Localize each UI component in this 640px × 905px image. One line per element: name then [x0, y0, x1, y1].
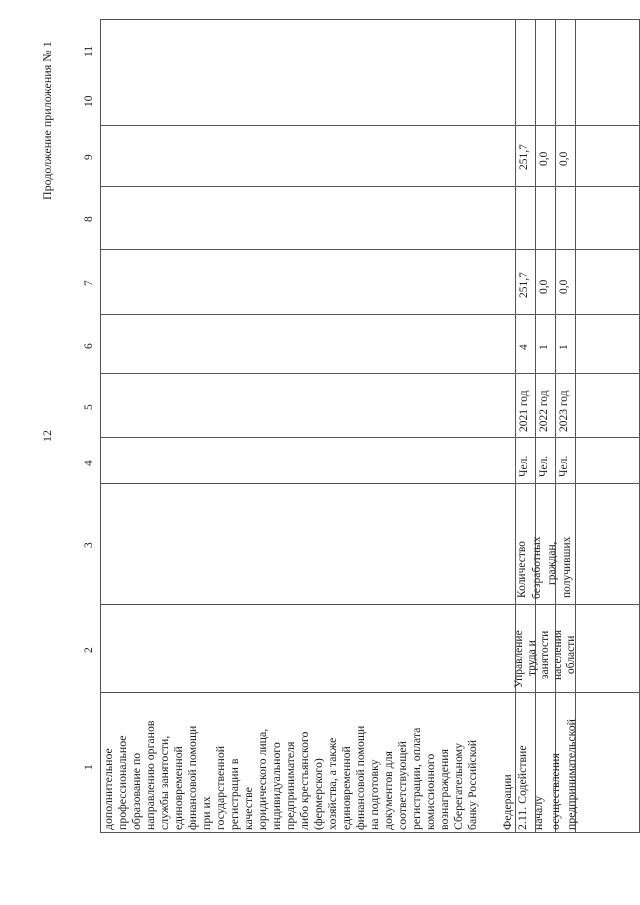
- col-num-1: 1: [83, 764, 95, 770]
- prev-line: юридического лица,: [255, 728, 269, 830]
- prev-line: единовременной: [339, 746, 353, 830]
- col7-2022: 0,0: [538, 279, 550, 294]
- row211-col2-line: области: [565, 635, 577, 674]
- col6-2022: 1: [538, 344, 550, 350]
- prev-line: комиссионного: [423, 753, 437, 830]
- prev-line: качестве: [241, 787, 255, 830]
- col7-2021: 251,7: [518, 272, 530, 298]
- row211-col2-line: труда и: [526, 640, 538, 676]
- col-num-11: 11: [83, 45, 95, 57]
- row211-col3-line: Количество: [516, 541, 528, 598]
- col-num-4: 4: [83, 460, 95, 466]
- prev-line: Федерации: [500, 774, 514, 830]
- prev-line: банку Российской: [465, 739, 479, 830]
- prev-line: государственной: [213, 745, 227, 830]
- col-num-5: 5: [83, 404, 95, 410]
- unit-2022: Чел.: [538, 455, 550, 477]
- col-num-8: 8: [83, 216, 95, 222]
- prev-line: службы занятости,: [157, 735, 171, 830]
- col9-2022: 0,0: [538, 151, 550, 166]
- prev-line: дополнительное: [101, 748, 115, 830]
- col9-2021: 251,7: [518, 144, 530, 170]
- col-num-9: 9: [83, 154, 95, 160]
- col-num-2: 2: [83, 647, 95, 653]
- row211-col1-line: осуществления: [548, 753, 562, 830]
- col6-2021: 4: [518, 344, 530, 350]
- prev-line: Сберегательному: [451, 742, 465, 830]
- row211-col3-line: получивших: [561, 536, 573, 598]
- row211-col1-line: предпринимательской: [564, 719, 578, 830]
- row211-col1-line: началу: [531, 795, 545, 830]
- prev-line: документов для: [381, 751, 395, 830]
- col7-2023: 0,0: [558, 279, 570, 294]
- prev-line: (фермерского): [311, 758, 325, 830]
- col-num-3: 3: [83, 542, 95, 548]
- prev-line: соответствующей: [395, 741, 409, 830]
- col-num-10: 10: [83, 95, 95, 107]
- unit-2021: Чел.: [518, 455, 530, 477]
- row211-col3-line: граждан,: [546, 541, 558, 585]
- prev-line: направлению органов: [143, 720, 157, 830]
- prev-line: единовременной: [171, 746, 185, 830]
- appendix-note: Продолжение приложения № 1: [40, 41, 54, 200]
- prev-line: предпринимателя: [283, 741, 297, 830]
- year-2022: 2022 год: [538, 390, 550, 432]
- prev-line: профессиональное: [115, 735, 129, 830]
- prev-line: хозяйства, а также: [325, 737, 339, 830]
- year-2021: 2021 год: [518, 390, 530, 432]
- row211-col1-line: 2.11. Содействие: [515, 745, 529, 830]
- col9-2023: 0,0: [558, 151, 570, 166]
- row211-col3-line: безработных: [531, 536, 543, 599]
- row211-col2-line: Управление: [513, 630, 525, 688]
- col6-2023: 1: [558, 344, 570, 350]
- prev-line: либо крестьянского: [297, 731, 311, 830]
- prev-line: при их: [199, 796, 213, 830]
- row211-col2-line: занятости: [539, 630, 551, 679]
- year-2023: 2023 год: [558, 390, 570, 432]
- prev-line: регистрации в: [227, 758, 241, 830]
- prev-line: на подготовку: [367, 759, 381, 830]
- prev-line: вознаграждения: [437, 748, 451, 830]
- prev-line: финансовой помощи: [185, 725, 199, 830]
- prev-line: регистрации, оплата: [409, 727, 423, 830]
- prev-line: индивидуального: [269, 742, 283, 830]
- row211-col2-line: населения: [552, 629, 564, 680]
- prev-line: образование по: [129, 752, 143, 830]
- col-num-6: 6: [83, 343, 95, 349]
- unit-2023: Чел.: [558, 455, 570, 477]
- prev-line: финансовой помощи: [353, 725, 367, 830]
- col-num-7: 7: [83, 280, 95, 286]
- page-number: 12: [40, 430, 54, 442]
